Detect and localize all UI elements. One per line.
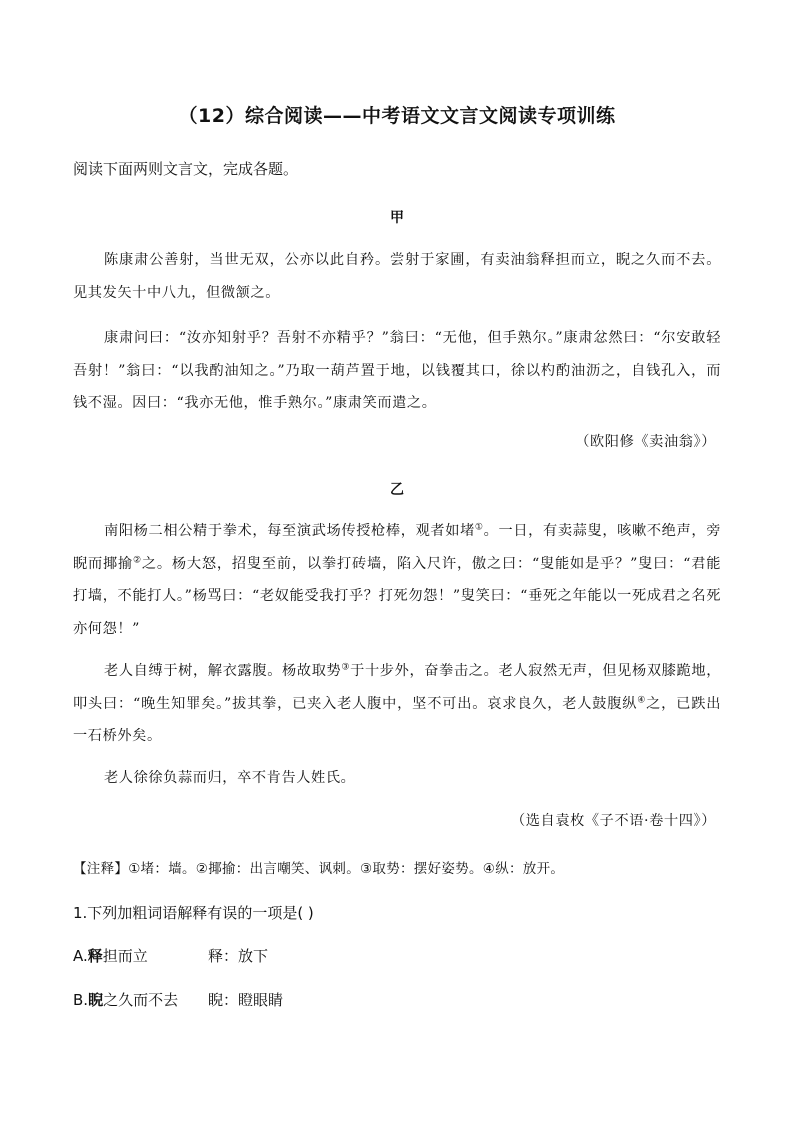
annotations: 【注释】①堵：墙。②揶揄：出言嘲笑、讽刺。③取势：摆好姿势。④纵：放开。: [73, 861, 565, 877]
yi-source: （选自袁枚《子不语·卷十四》）: [510, 813, 716, 829]
instruction-text: 阅读下面两则文言文，完成各题。: [73, 160, 299, 178]
jia-paragraph-2: 康肃问曰：“汝亦知射乎？吾射不亦精乎？”翁曰：“无他，但手熟尔。”康肃忿然曰：“尔安敢轻吾射！”翁曰：“以我酌油知之。”乃取一葫芦置于地，以钱覆其口，徐以杓酌油沥之，自钱孔入，而钱不湿。因曰：“我亦无他，惟手熟尔。”康肃笑而遣之。: [73, 330, 721, 411]
option-b-bold-word: 睨: [88, 991, 104, 1009]
yi-p2-text-a: 老人自缚于树，解衣露腹。杨故取势: [104, 663, 342, 679]
footnote-marker-2: ②: [133, 554, 142, 565]
option-a-phrase: 担而立: [102, 947, 148, 965]
yi-p1-text-c: 之。杨大怒，招叟至前，以拳打砖墙，陷入尺许，傲之曰：“叟能如是乎？”叟曰：“君能打墙，不能打人。”杨骂曰：“老奴能受我打乎？打死勿怨！”叟笑曰：“垂死之年能以一死成君之名死亦何怨！”: [73, 555, 721, 637]
option-b-label: B.: [73, 991, 89, 1009]
yi-paragraph-2: [73, 655, 721, 753]
yi-p1-text-a: 南阳杨二相公精于拳术，每至演武场传授枪棒，观者如堵: [104, 523, 475, 539]
jia-source: （欧阳修《卖油翁》）: [575, 434, 716, 450]
yi-p1-text-b: 。一日，有卖蒜叟，咳嗽不绝声，旁睨而揶揄: [73, 523, 721, 572]
yi-p2-text-c: 之，已跌出一石桥外矣。: [73, 695, 721, 744]
option-a-gloss: 释：放下: [208, 947, 269, 965]
option-b-phrase: 之久而不去: [103, 991, 179, 1009]
section-heading-jia: 甲: [390, 210, 404, 226]
option-a-label: A.: [73, 947, 88, 965]
jia-paragraph-1: 陈康肃公善射，当世无双，公亦以此自矜。尝射于家圃，有卖油翁释担而立，睨之久而不去。见其发矢十中八九，但微颔之。: [73, 252, 721, 301]
footnote-marker-1: ①: [474, 522, 484, 533]
yi-p2-text-b: 于十步外，奋拳击之。老人寂然无声，但见杨双膝跪地，叩头曰：“晚生知罪矣。”拔其拳，已夹入老人腹中，坚不可出。哀求良久，老人鼓腹纵: [73, 663, 721, 712]
page-title: （12）综合阅读——中考语文文言文阅读专项训练: [178, 105, 616, 127]
footnote-marker-4: ④: [637, 694, 647, 705]
question-1-stem: 1.下列加粗词语解释有误的一项是( ): [73, 904, 314, 922]
option-b[interactable]: [73, 989, 283, 1010]
yi-paragraph-1: [73, 515, 721, 645]
option-a-bold-word: 释: [87, 947, 103, 965]
yi-paragraph-3: 老人徐徐负蒜而归，卒不肯告人姓氏。: [104, 770, 356, 786]
footnote-marker-3: ③: [341, 662, 351, 673]
option-a[interactable]: [73, 945, 268, 966]
option-b-gloss: 睨：瞪眼睛: [208, 991, 284, 1009]
section-heading-yi: 乙: [390, 482, 404, 498]
